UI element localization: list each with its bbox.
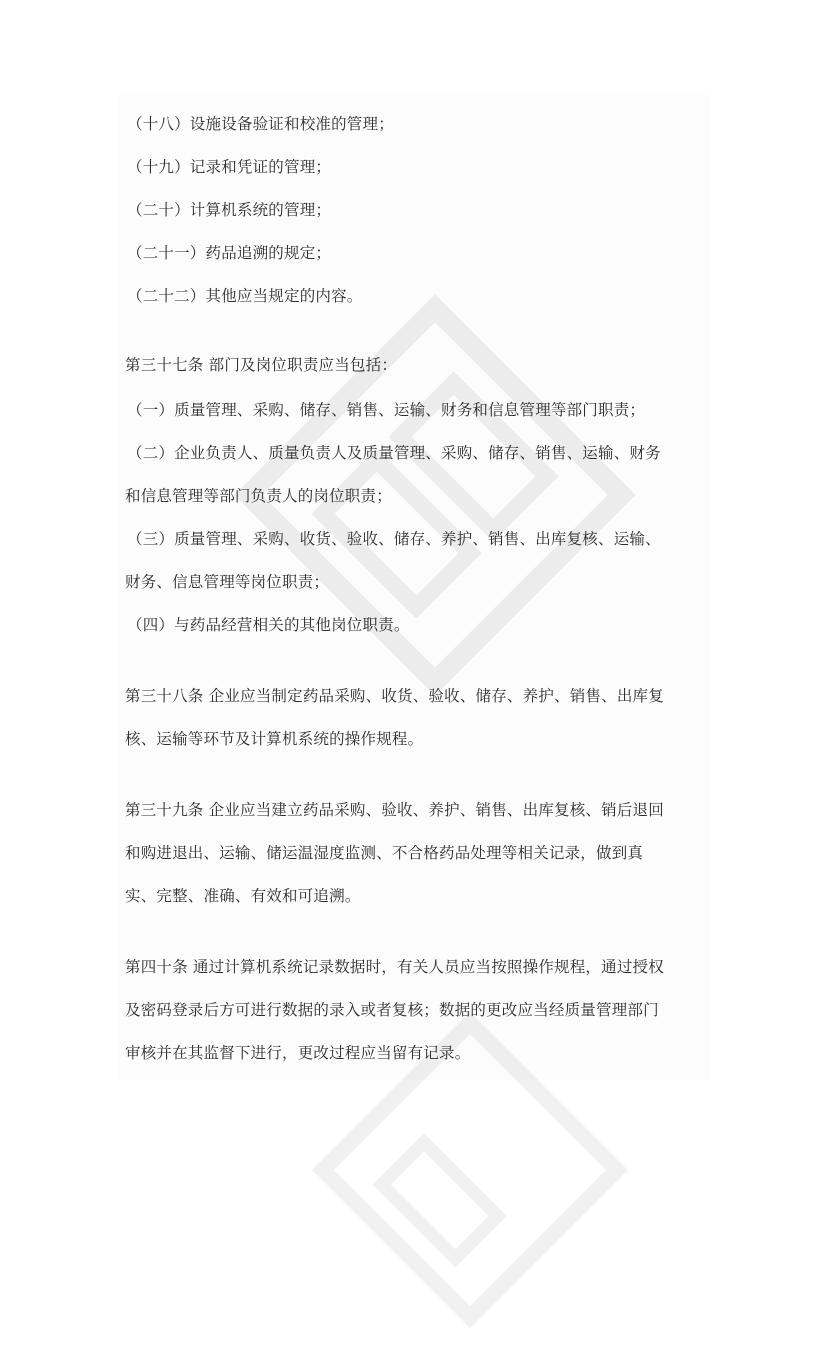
article-37-item-1: （一）质量管理、采购、储存、销售、运输、财务和信息管理等部门职责； xyxy=(127,401,646,419)
list-item-22: （二十二）其他应当规定的内容。 xyxy=(127,287,363,305)
list-item-21: （二十一）药品追溯的规定； xyxy=(127,244,332,262)
list-item-19: （十九）记录和凭证的管理； xyxy=(127,158,332,176)
article-37-item-2-cont: 和信息管理等部门负责人的岗位职责； xyxy=(125,487,392,505)
article-37-item-4: （四）与药品经营相关的其他岗位职责。 xyxy=(127,616,410,634)
article-40-cont-1: 及密码登录后方可进行数据的录入或者复核；数据的更改应当经质量管理部门 xyxy=(125,1001,659,1019)
article-37-item-3-cont: 财务、信息管理等岗位职责； xyxy=(125,573,330,591)
list-item-18: （十八）设施设备验证和校准的管理； xyxy=(127,115,394,133)
article-39-cont-2: 实、完整、准确、有效和可追溯。 xyxy=(125,887,361,905)
article-37-item-3: （三）质量管理、采购、收货、验收、储存、养护、销售、出库复核、运输、 xyxy=(127,530,661,548)
list-item-20: （二十）计算机系统的管理； xyxy=(127,201,332,219)
article-40: 第四十条 通过计算机系统记录数据时，有关人员应当按照操作规程，通过授权 xyxy=(125,958,664,976)
article-40-cont-2: 审核并在其监督下进行，更改过程应当留有记录。 xyxy=(125,1044,471,1062)
article-37-heading: 第三十七条 部门及岗位职责应当包括： xyxy=(125,356,398,374)
article-37-item-2: （二）企业负责人、质量负责人及质量管理、采购、储存、销售、运输、财务 xyxy=(127,444,661,462)
article-38-cont: 核、运输等环节及计算机系统的操作规程。 xyxy=(125,730,424,748)
article-39-cont-1: 和购进退出、运输、储运温湿度监测、不合格药品处理等相关记录，做到真 xyxy=(125,844,644,862)
article-38: 第三十八条 企业应当制定药品采购、收货、验收、储存、养护、销售、出库复 xyxy=(125,687,664,705)
article-39: 第三十九条 企业应当建立药品采购、验收、养护、销售、出库复核、销后退回 xyxy=(125,801,664,819)
